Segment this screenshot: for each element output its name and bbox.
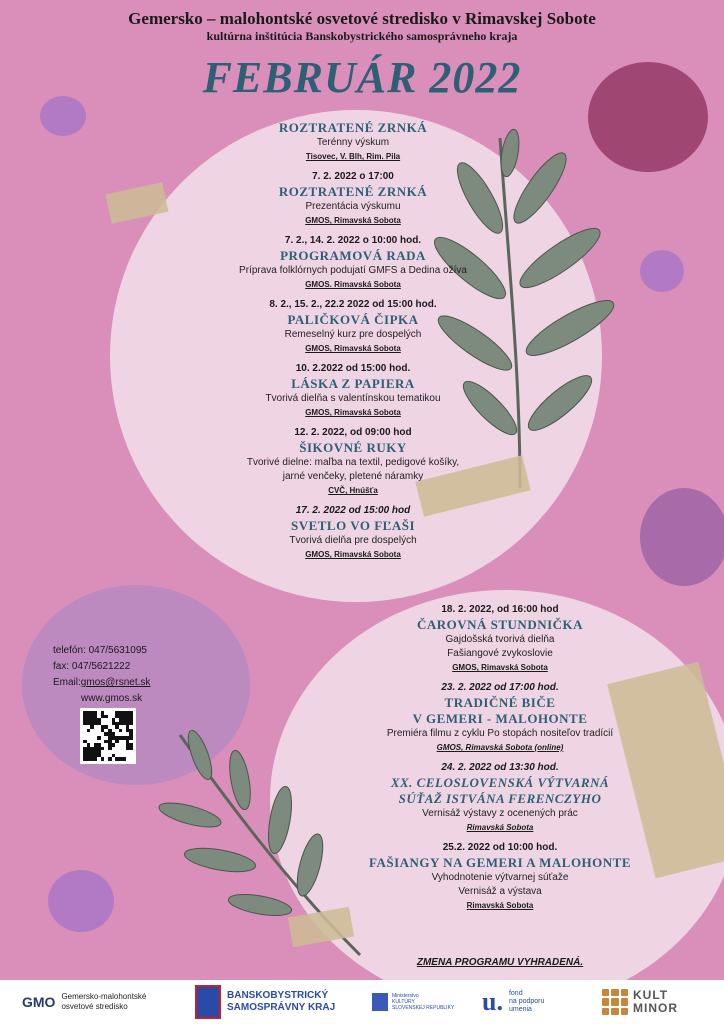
event-title: ŠIKOVNÉ RUKY	[299, 440, 407, 455]
email-link[interactable]: gmos@rsnet.sk	[80, 677, 151, 688]
event-place: Rimavská Sobota	[466, 901, 534, 910]
event-description: Fašiangové zvykoslovie	[447, 648, 553, 659]
event-date: 18. 2. 2022, od 16:00 hod	[441, 604, 559, 615]
event-title: PALIČKOVÁ ČIPKA	[287, 312, 419, 327]
ministry-logo[interactable]	[372, 980, 454, 1024]
event-description: Prezentácia výskumu	[305, 201, 401, 212]
event-date: 24. 2. 2022 od 13:30 hod.	[441, 762, 559, 773]
email-label: Email:	[53, 677, 81, 688]
event-description: Terénny výskum	[316, 137, 390, 148]
event-item	[350, 603, 650, 674]
event-place: GMOS, Rimavská Sobota	[452, 663, 548, 672]
event-description: Tvorivá dielňa s valentínskou tematikou	[265, 393, 441, 404]
event-title: ROZTRATENÉ ZRNKÁ	[278, 120, 428, 135]
event-title-line2: V GEMERI - MALOHONTE	[412, 711, 588, 726]
event-description: Premiéra filmu z cyklu Po stopách nositeľov tradícií	[386, 728, 614, 739]
event-title: ČAROVNÁ STUNDNIČKA	[416, 617, 584, 632]
event-description: Remeselný kurz pre dospelých	[284, 329, 422, 340]
fpu-logo-text: fond na podporu umenia	[508, 990, 545, 1013]
event-title: XX. CELOSLOVENSKÁ VÝTVARNÁ	[390, 775, 610, 790]
kultminor-grid-icon	[602, 989, 628, 1015]
event-title-line2: SÚŤAŽ ISTVÁNA FERENCZYHO	[398, 791, 602, 806]
event-item	[154, 298, 552, 355]
event-description: jarné venčeky, pletené náramky	[282, 471, 424, 482]
event-description: Vyhodnotenie výtvarnej súťaže	[431, 872, 569, 883]
bbsk-logo-text: BANSKOBYSTRICKÝ SAMOSPRÁVNY KRAJ	[227, 990, 336, 1013]
event-item	[154, 362, 552, 419]
fpu-logo[interactable]	[482, 980, 544, 1024]
event-description: Tvorivé dielne: maľba na textil, pedigové košíky,	[246, 457, 460, 468]
event-place: Rimavská Sobota	[466, 823, 534, 832]
event-place: Tisovec, V. Blh, Rim. Pila	[305, 152, 401, 161]
event-place: GMOS, Rimavská Sobota	[305, 408, 401, 417]
event-item	[350, 681, 650, 754]
event-item	[154, 504, 552, 561]
organization-subtitle: kultúrna inštitúcia Banskobystrického samosprávneho kraja	[206, 29, 518, 43]
footer-logos	[0, 980, 724, 1024]
event-description: Tvorivá dielňa pre dospelých	[289, 535, 417, 546]
upper-event-list	[154, 120, 552, 568]
event-place: GMOS, Rimavská Sobota	[305, 216, 401, 225]
event-place: GMOS, Rimavská Sobota (online)	[436, 743, 564, 752]
event-place: GMOS, Rimavská Sobota	[305, 344, 401, 353]
event-date: 25.2. 2022 od 10:00 hod.	[442, 842, 558, 853]
decor-circle-medium	[640, 488, 724, 586]
event-item	[154, 426, 552, 497]
event-title: TRADIČNÉ BIČE	[444, 695, 556, 710]
month-title: FEBRUÁR 2022	[202, 53, 522, 102]
fax-text: fax: 047/5621222	[53, 661, 131, 672]
bbsk-crest-icon	[195, 985, 221, 1019]
contact-info	[53, 643, 150, 707]
event-item	[154, 170, 552, 227]
fpu-logo-mark: u.	[482, 987, 503, 1016]
decor-circle-small	[640, 250, 684, 292]
website-link[interactable]: www.gmos.sk	[81, 693, 143, 704]
event-date: 17. 2. 2022 od 15:00 hod	[295, 505, 411, 516]
decor-circle-small	[48, 870, 114, 932]
kultminor-logo[interactable]	[602, 980, 678, 1024]
lower-event-list	[350, 603, 650, 919]
event-place: GMOS. Rimavská Sobota	[305, 280, 401, 289]
event-item	[350, 841, 650, 912]
event-date: 10. 2.2022 od 15:00 hod.	[295, 363, 411, 374]
event-item	[154, 234, 552, 291]
event-title: PROGRAMOVÁ RADA	[280, 248, 426, 263]
kultminor-logo-text: KULT MINOR	[633, 988, 678, 1015]
event-title: SVETLO VO FĽAŠI	[290, 518, 416, 533]
event-date: 12. 2. 2022, od 09:00 hod	[294, 427, 412, 438]
event-place: GMOS, Rimavská Sobota	[305, 550, 401, 559]
bbsk-logo[interactable]	[195, 980, 335, 1024]
gmo-logo-mark: GMO	[22, 994, 56, 1010]
event-title: ROZTRATENÉ ZRNKÁ	[278, 184, 428, 199]
event-title: LÁSKA Z PAPIERA	[291, 376, 415, 391]
event-date: 23. 2. 2022 od 17:00 hod.	[441, 682, 559, 693]
event-description: Vernisáž a výstava	[458, 886, 542, 897]
ministry-logo-text: Ministerstvo KULTÚRY SLOVENSKEJ REPUBLIKY	[392, 993, 455, 1011]
gmo-logo-text: Gemersko-malohontské osvetové stredisko	[61, 992, 147, 1011]
event-place: CVČ, Hnúšťa	[328, 486, 378, 495]
decor-circle-small	[40, 96, 86, 136]
event-date: 7. 2. 2022 o 17:00	[312, 171, 394, 182]
gmo-logo[interactable]	[22, 980, 146, 1024]
qr-code-icon[interactable]	[80, 708, 136, 764]
event-description: Príprava folklórnych podujatí GMFS a Dedina ožíva	[239, 265, 467, 276]
event-item	[350, 761, 650, 834]
event-title: FAŠIANGY NA GEMERI A MALOHONTE	[368, 855, 632, 870]
event-date: 8. 2., 15. 2., 22.2 2022 od 15:00 hod.	[269, 299, 437, 310]
email-line	[53, 675, 150, 691]
event-date: 7. 2., 14. 2. 2022 o 10:00 hod.	[284, 235, 422, 246]
ministry-crest-icon	[372, 993, 388, 1011]
program-change-notice: ZMENA PROGRAMU VYHRADENÁ.	[416, 957, 584, 968]
phone-text: telefón: 047/5631095	[53, 645, 147, 656]
event-description: Vernisáž výstavy z ocenených prác	[422, 808, 578, 819]
event-description: Gajdošská tvorivá dielňa	[445, 634, 555, 645]
event-item	[154, 120, 552, 163]
organization-title: Gemersko – malohontské osvetové stredisko v Rimavskej Sobote	[128, 9, 596, 28]
